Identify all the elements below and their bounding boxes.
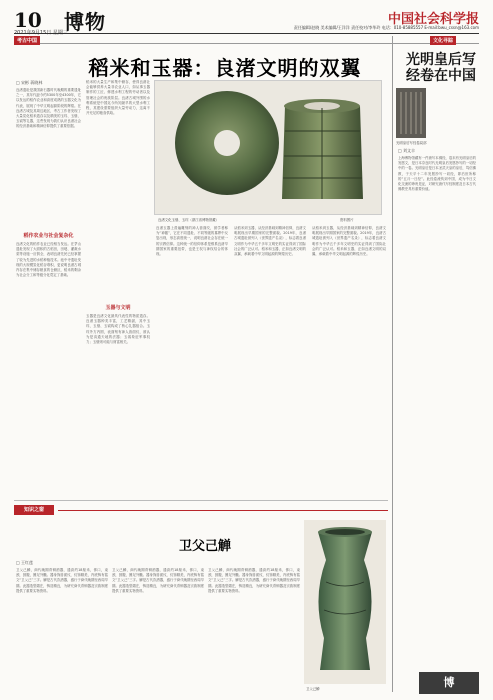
bronze-photo-caption: 卫父己觯	[306, 687, 320, 691]
jade-photo-credit: 资料图片	[340, 218, 354, 222]
section-footer-logo: 博	[419, 672, 479, 694]
kicker-right: 文化寻踪	[430, 36, 456, 45]
section-divider	[14, 500, 388, 501]
lower-headline: 卫父己觯	[178, 539, 231, 554]
lower-article-col3: 卫父己觯，商代晚期青铜酒器，通高约18厘米，侈口，束颈，鼓腹，圈足外撇。器身饰兽面纹，纹饰精美，内底铸有铭文“卫父己”三字。觯是古代饮酒器，盛行于商代晚期至西周早期。此器造型端庄，铸造精良，为研究商代青铜器及宗族制度提供了重要实物资料。	[208, 568, 300, 593]
editor-meta: 责任编辑/赵晓 美术编辑/王洋洋 责任校对/李华玲 电话：010-85885557 E-mail:bwu_cssn@163.com	[293, 25, 479, 30]
main-article-col1b: 良渚文化的稻作农业已经相当发达。在茅山遗址发现了大面积的古稻田，田埂、灌溉水渠等设施一应俱全，表明良渚先民已经掌握了较为先进的水稻种植技术。池中寺遗址发现的大规模炭化稻谷堆积，更说明良渚古城内存在集中储存粮食的仓储区，稻米的剩余为社会分工和等级分化奠定了基础。	[16, 242, 81, 278]
main-byline: □ 宋彬 蒋晓林	[16, 80, 43, 85]
date-line: 2021年9月15日 星期三	[14, 30, 68, 36]
main-article-col4: 从稻米到玉器，从经济基础到精神信仰，良渚文明展现出早期国家的完整面貌。2019年，良渚古城遗址被列入《世界遗产名录》，标志着良渚文明作为中华五千多年文明史的实证得到了国际社会的广泛认可。稻米和玉器，正如良渚文明的双翼，承载着中华文明起源的辉煌历史。	[234, 226, 306, 257]
lower-article-col2: 卫父己觯，商代晚期青铜酒器，通高约18厘米，侈口，束颈，鼓腹，圈足外撇。器身饰兽面纹，纹饰精美，内底铸有铭文“卫父己”三字。觯是古代饮酒器，盛行于商代晚期至西周早期。此器造型端庄，铸造精良，为研究商代青铜器及宗族制度提供了重要实物资料。	[112, 568, 204, 593]
bronze-vessel-illustration	[304, 520, 386, 684]
newspaper-brand: 中国社会科学报	[387, 12, 479, 27]
jade-artifacts-photo	[154, 80, 382, 215]
main-headline: 稻米和玉器：良渚文明的双翼	[88, 56, 362, 80]
jade-artifacts-illustration	[155, 81, 382, 215]
lower-article-col1: 卫父己觯，商代晚期青铜酒器，通高约18厘米，侈口，束颈，鼓腹，圈足外撇。器身饰兽面纹，纹饰精美，内底铸有铭文“卫父己”三字。觯是古代饮酒器，盛行于商代晚期至西周早期。此器造型端庄，铸造精良，为研究商代青铜器及宗族制度提供了重要实物资料。	[16, 568, 108, 593]
lower-byline: □ 王红莲	[16, 560, 34, 565]
main-article-col2: 稻米的大量生产和集中储存，使得良渚社会能够供养大量非农业人口，如从事玉器制作的工匠、修建水利工程的劳动者以及管理社会的贵族阶层。良渚古城外围的水利系统是中国迄今所知最早的大型水利工程，其建设需要组织大量劳动力，这离不开充足的粮食供给。	[86, 80, 150, 116]
sutra-illustration	[396, 88, 426, 138]
subhead-jade: 玉器与文明	[105, 305, 131, 311]
right-byline: □ 刘文丰	[398, 148, 416, 153]
knowledge-window-rule	[58, 510, 388, 511]
sutra-photo	[396, 88, 426, 138]
subhead-rice-agriculture: 稻作农业与社会复杂化	[23, 233, 74, 239]
right-article-text: 上海博物馆藏有一件唐写本佛经，卷末有光明皇后的发愿文，是日本奈良时代光明皇后发愿抄写的一切经中的一卷。光明皇后是日本圣武天皇的皇后，笃信佛教，于天平十二年发愿抄写一切经，即后世所称的“五月一日经”。此经卷流传到中国，成为中日文化交流的珍贵见证，对研究唐代写经制度及日本古代佛教史具有重要价值。	[398, 156, 476, 192]
main-article-col3: 良渚玉器上普遍雕刻的神人兽面纹，被学者称为“神徽”，它在不同遗址、不同等级的墓葬中反复出现，形态高度统一，说明良渚社会存在统一的宗教信仰。这种统一的信仰体系是维系良渚早期国家的重要纽带，也是王权与神权结合的体现。	[156, 226, 228, 257]
bronze-vessel-photo	[304, 520, 386, 684]
sutra-photo-caption: 光明皇后写经卷局部	[396, 141, 427, 145]
knowledge-window-label: 知识之窗	[14, 505, 54, 515]
main-article-col5: 从稻米到玉器，从经济基础到精神信仰，良渚文明展现出早期国家的完整面貌。2019年，良渚古城遗址被列入《世界遗产名录》，标志着良渚文明作为中华五千多年文明史的实证得到了国际社会的广泛认可。稻米和玉器，正如良渚文明的双翼，承载着中华文明起源的辉煌历史。	[312, 226, 386, 257]
page-number: 10	[14, 8, 42, 32]
main-article-col2b: 玉器是良渚文化最具代表性的物质遗存。良渚玉器种类丰富，工艺精湛，其中玉琮、玉璧、玉钺构成了核心礼器组合。玉琮外方内圆，表面刻有神人兽面纹，被认为是沟通天地的法器；玉钺象征军事权力；玉璧则可能与财富相关。	[86, 314, 150, 345]
jade-photo-caption: 良渚文化玉璧、玉琮（浙江省博物馆藏）	[158, 218, 220, 222]
right-headline: 光明皇后写经卷在中国	[406, 52, 476, 84]
section-title: 博物	[64, 10, 106, 34]
kicker-left: 考古中国	[14, 36, 40, 45]
masthead	[14, 6, 479, 34]
main-article-col1: 良渚遗址是我国新石器时代晚期的重要遗址之一，其年代距今约5300年至4300年，它以发达的稻作农业和高度成熟的玉器文化为代表，展现了中华文明起源阶段的辉煌。在良渚古城及其周边地区，考古工作者发现了大量炭化稻米遗存以及精美的玉琮、玉璧、玉钺等礼器，这些发现为我们认识良渚社会的经济基础和精神信仰提供了重要依据。	[16, 88, 81, 129]
